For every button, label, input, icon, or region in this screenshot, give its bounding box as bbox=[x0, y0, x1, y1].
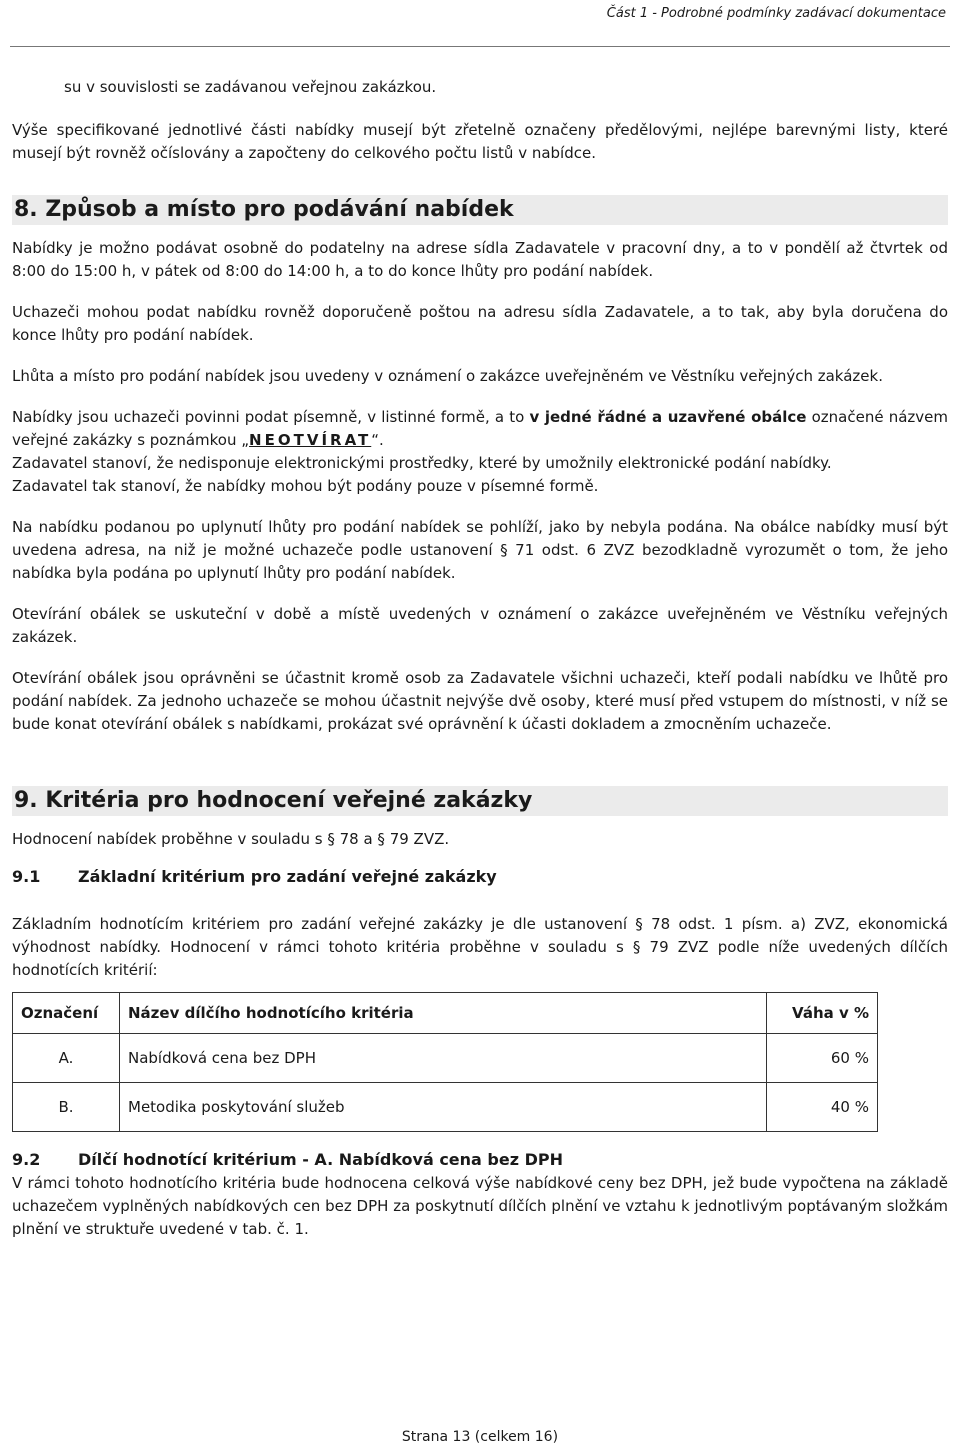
section-8-paragraph: Otevírání obálek se uskuteční v době a místě uvedených v oznámení o zakázce uveřejněném ve Věstníku veřejných zakázek. bbox=[12, 605, 948, 646]
section-8-paragraph: Nabídky jsou uchazeči povinni podat písemně, v listinné formě, a to v jedné řádné a uzavřené obálce označené názvem veřejné zakázky s poznámkou „NEOTVÍRAT“. bbox=[12, 408, 948, 449]
table-row: B. Metodika poskytování služeb 40 % bbox=[13, 1083, 878, 1132]
section-8-paragraph: Nabídky je možno podávat osobně do podatelny na adrese sídla Zadavatele v pracovní dny, a to v pondělí až čtvrtek od 8:00 do 15:00 h, v pátek od 8:00 do 14:00 h, a to do konce lhůty pro podání nabídek. bbox=[12, 239, 948, 280]
criteria-table bbox=[12, 992, 878, 1132]
section-8-paragraph: Zadavatel tak stanoví, že nabídky mohou být podány pouze v písemné formě. bbox=[12, 477, 599, 495]
table-header-row: Označení Název dílčího hodnotícího kritéria Váha v % bbox=[13, 993, 878, 1034]
page-footer: Strana 13 (celkem 16) bbox=[401, 1429, 559, 1445]
table-row: A. Nabídková cena bez DPH 60 % bbox=[13, 1034, 878, 1083]
section-8-paragraph: Zadavatel stanoví, že nedisponuje elektronickými prostředky, které by umožnily elektronické podání nabídky. bbox=[12, 454, 832, 472]
header-rule bbox=[10, 46, 950, 47]
section-9-heading: 9. Kritéria pro hodnocení veřejné zakázky bbox=[12, 786, 948, 816]
section-8-paragraph: Lhůta a místo pro podání nabídek jsou uvedeny v oznámení o zakázce uveřejněném ve Věstníku veřejných zakázek. bbox=[12, 367, 883, 385]
section-9-paragraph: V rámci tohoto hodnotícího kritéria bude hodnocena celková výše nabídkové ceny bez DPH, jež bude vypočtena na základě uchazečem vyplněných nabídkových cen bez DPH za poskytnutí dílčích plnění ve vztahu k jednotlivým poptávaným složkám plnění ve struktuře uvedené v tab. č. 1. bbox=[12, 1174, 948, 1238]
section-8-paragraph: Uchazeči mohou podat nabídku rovněž doporučeně poštou na adresu sídla Zadavatele, a to tak, aby byla doručena do konce lhůty pro podání nabídek. bbox=[12, 303, 948, 344]
page-header: Část 1 - Podrobné podmínky zadávací dokumentace bbox=[606, 6, 946, 21]
neotvirat-mark: NEOTVÍRAT bbox=[249, 431, 372, 449]
section-9-paragraph: Základním hodnotícím kritériem pro zadání veřejné zakázky je dle ustanovení § 78 odst. 1 písm. a) ZVZ, ekonomická výhodnost nabídky. Hodnocení v rámci tohoto kritéria proběhne v souladu s § 79 ZVZ podle níže uvedených dílčích hodnotících kritérií: bbox=[12, 915, 948, 979]
section-8-heading: 8. Způsob a místo pro podávání nabídek bbox=[12, 195, 948, 225]
page-content bbox=[12, 76, 948, 1241]
intro-line: su v souvislosti se zadávanou veřejnou zakázkou. bbox=[64, 78, 437, 96]
intro-paragraph: Výše specifikované jednotlivé části nabídky musejí být zřetelně označeny předělovými, nejlépe barevnými listy, které musejí být rovněž očíslovány a započteny do celkového počtu listů v nabídce. bbox=[12, 121, 948, 162]
section-8-paragraph: Na nabídku podanou po uplynutí lhůty pro podání nabídek se pohlíží, jako by nebyla podána. Na obálce nabídky musí být uvedena adresa, na niž je možné uchazeče podle ustanovení § 71 odst. 6 ZVZ bezodkladně vyrozumět o tom, že jeho nabídka byla podána po uplynutí lhůty pro podání nabídek. bbox=[12, 518, 948, 582]
subsection-9-2-heading: 9.2 Dílčí hodnotící kritérium - A. Nabídková cena bez DPH bbox=[12, 1150, 563, 1169]
section-9-paragraph: Hodnocení nabídek proběhne v souladu s § 78 a § 79 ZVZ. bbox=[12, 830, 450, 848]
subsection-9-1-heading: 9.1 Základní kritérium pro zadání veřejné zakázky bbox=[12, 867, 497, 886]
section-8-paragraph: Otevírání obálek jsou oprávněni se účastnit kromě osob za Zadavatele všichni uchazeči, kteří podali nabídku ve lhůtě pro podání nabídek. Za jednoho uchazeče se mohou účastnit nejvýše dvě osoby, které musí před vstupem do místnosti, v níž se bude konat otevírání obálek s nabídkami, prokázat své oprávnění k účasti dokladem a zmocněním uchazeče. bbox=[12, 669, 948, 733]
